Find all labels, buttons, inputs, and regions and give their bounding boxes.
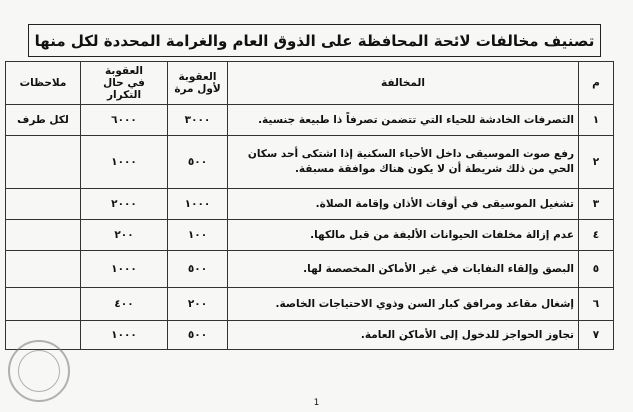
document-title: تصنيف مخالفات لائحة المحافظة على الذوق العام والغرامة المحددة لكل منها	[28, 24, 601, 57]
row-violation: البصق وإلقاء النفايات في غير الأماكن المخصصة لها.	[228, 251, 579, 288]
row-notes	[6, 288, 81, 321]
official-seal-inner	[18, 350, 60, 392]
row-repeat-penalty: ٢٠٠٠	[81, 189, 168, 220]
table-row	[6, 189, 614, 220]
header-first-penalty: العقوبة لأول مرة	[168, 62, 228, 105]
row-repeat-penalty: ١٠٠٠	[81, 251, 168, 288]
row-repeat-penalty: ٤٠٠	[81, 288, 168, 321]
row-first-penalty: ١٠٠	[168, 220, 228, 251]
row-number: ٥	[579, 251, 614, 288]
row-first-penalty: ٥٠٠	[168, 136, 228, 189]
row-number: ١	[579, 105, 614, 136]
header-violation: المخالفة	[228, 62, 579, 105]
row-first-penalty: ١٠٠٠	[168, 189, 228, 220]
table-header-row	[6, 62, 614, 105]
row-number: ٦	[579, 288, 614, 321]
official-seal	[8, 340, 70, 402]
violations-table	[5, 61, 614, 350]
row-notes	[6, 136, 81, 189]
row-first-penalty: ٥٠٠	[168, 251, 228, 288]
row-notes	[6, 189, 81, 220]
row-number: ٣	[579, 189, 614, 220]
row-notes	[6, 220, 81, 251]
row-violation: رفع صوت الموسيقى داخل الأحياء السكنية إذا اشتكى أحد سكان الحي من ذلك شريطة أن لا يكون هناك موافقة مسبقة.	[228, 136, 579, 189]
row-repeat-penalty: ١٠٠٠	[81, 136, 168, 189]
table-row	[6, 251, 614, 288]
row-number: ٤	[579, 220, 614, 251]
row-number: ٢	[579, 136, 614, 189]
table-row	[6, 105, 614, 136]
header-repeat-penalty: العقوبة في حال التكرار	[81, 62, 168, 105]
row-notes	[6, 251, 81, 288]
row-violation: عدم إزالة مخلفات الحيوانات الأليفة من قبل مالكها.	[228, 220, 579, 251]
row-violation: تجاوز الحواجز للدخول إلى الأماكن العامة.	[228, 321, 579, 350]
row-notes: لكل طرف	[6, 105, 81, 136]
table-row	[6, 288, 614, 321]
row-first-penalty: ٣٠٠٠	[168, 105, 228, 136]
row-violation: تشغيل الموسيقى في أوقات الأذان وإقامة الصلاة.	[228, 189, 579, 220]
row-violation: التصرفات الخادشة للحياء التي تتضمن تصرفاً ذا طبيعة جنسية.	[228, 105, 579, 136]
header-notes: ملاحظات	[6, 62, 81, 105]
row-repeat-penalty: ٦٠٠٠	[81, 105, 168, 136]
row-repeat-penalty: ٢٠٠	[81, 220, 168, 251]
row-first-penalty: ٥٠٠	[168, 321, 228, 350]
page-number: 1	[313, 398, 320, 408]
header-number: م	[579, 62, 614, 105]
row-violation: إشغال مقاعد ومرافق كبار السن وذوي الاحتياجات الخاصة.	[228, 288, 579, 321]
table-row	[6, 136, 614, 189]
row-first-penalty: ٢٠٠	[168, 288, 228, 321]
table-row	[6, 321, 614, 350]
row-number: ٧	[579, 321, 614, 350]
row-repeat-penalty: ١٠٠٠	[81, 321, 168, 350]
table-row	[6, 220, 614, 251]
